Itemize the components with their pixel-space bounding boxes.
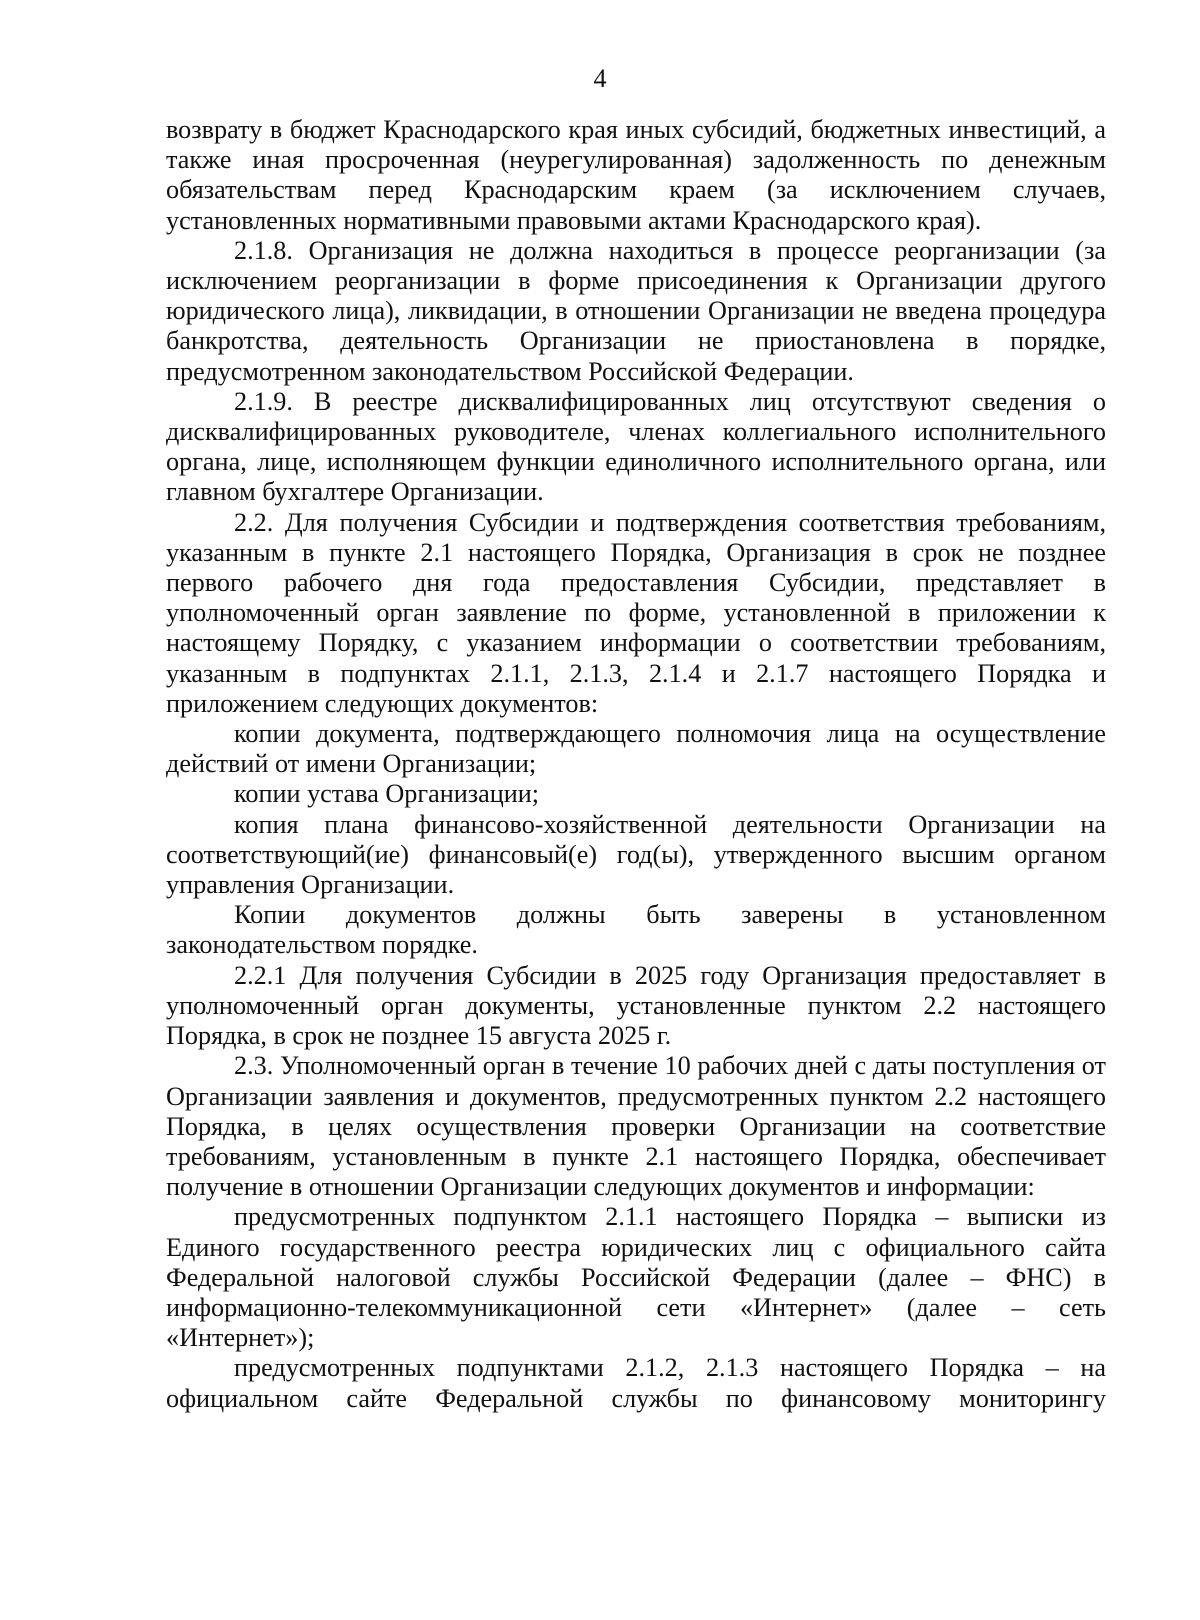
paragraph: предусмотренных подпунктом 2.1.1 настоящего Порядка – выписки из Единого государственного реестра юридических лиц с официального сайта Федеральной налоговой службы Российской Федерации (далее – ФНС) в информационно-телекоммуникационной сети «Интернет» (далее – сеть «Интернет»); — [166, 1202, 1106, 1353]
paragraph: 2.3. Уполномоченный орган в течение 10 рабочих дней с даты поступления от Организации заявления и документов, предусмотренных пунктом 2.2 настоящего Порядка, в целях осуществления проверки Организации на соответствие требованиям, установленным в пункте 2.1 настоящего Порядка, обеспечивает получение в отношении Организации следующих документов и информации: — [166, 1051, 1106, 1202]
page-number: 4 — [593, 64, 607, 93]
paragraph: копия плана финансово-хозяйственной деятельности Организации на соответствующий(ие) финансовый(е) год(ы), утвержденного высшим органом управления Организации. — [166, 809, 1106, 900]
paragraph: 2.1.8. Организация не должна находиться в процессе реорганизации (за исключением реорганизации в форме присоединения к Организации другого юридического лица), ликвидации, в отношении Организации не введена процедура банкротства, деятельность Организации не приостановлена в порядке, предусмотренном законодательством Российской Федерации. — [166, 235, 1106, 386]
paragraph: 2.2. Для получения Субсидии и подтверждения соответствия требованиям, указанным в пункте 2.1 настоящего Порядка, Организация в срок не позднее первого рабочего дня года предоставления Субсидии, представляет в уполномоченный орган заявление по форме, установленной в приложении к настоящему Порядку, с указанием информации о соответствии требованиям, указанным в подпунктах 2.1.1, 2.1.3, 2.1.4 и 2.1.7 настоящего Порядка и приложением следующих документов: — [166, 507, 1106, 718]
paragraph: копии устава Организации; — [234, 779, 540, 809]
paragraph: предусмотренных подпунктами 2.1.2, 2.1.3 настоящего Порядка – на официальном сайте Федеральной службы по финансовому мониторингу — [166, 1353, 1106, 1413]
paragraph: копии документа, подтверждающего полномочия лица на осуществление действий от имени Организации; — [166, 719, 1106, 779]
document-body — [166, 115, 1106, 1414]
paragraph: 2.1.9. В реестре дисквалифицированных лиц отсутствуют сведения о дисквалифицированных руководителе, членах коллегиального исполнительного органа, лице, исполняющем функции единоличного исполнительного органа, или главном бухгалтере Организации. — [166, 386, 1106, 507]
paragraph: 2.2.1 Для получения Субсидии в 2025 году Организация предоставляет в уполномоченный орган документы, установленные пунктом 2.2 настоящего Порядка, в срок не позднее 15 августа 2025 г. — [166, 960, 1106, 1051]
paragraph: возврату в бюджет Краснодарского края иных субсидий, бюджетных инвестиций, а также иная просроченная (неурегулированная) задолженность по денежным обязательствам перед Краснодарским краем (за исключением случаев, установленных нормативными правовыми актами Краснодарского края). — [166, 115, 1106, 235]
paragraph: Копии документов должны быть заверены в установленном законодательством порядке. — [166, 900, 1106, 960]
